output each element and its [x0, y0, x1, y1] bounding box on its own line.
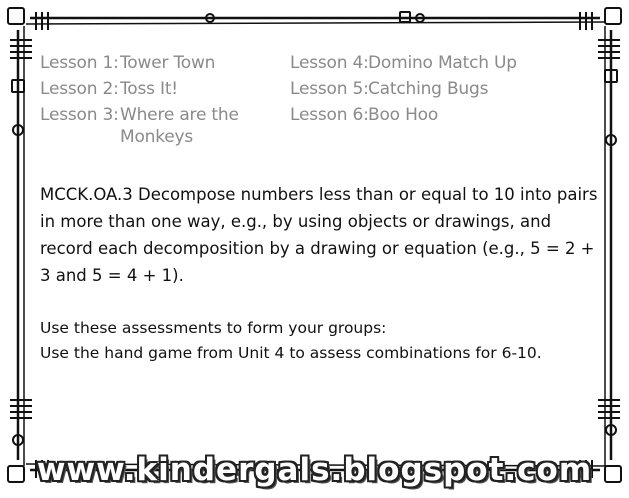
- lesson-3-title: Where are the Monkeys: [120, 105, 239, 147]
- lesson-3: [40, 104, 250, 148]
- lesson-6-number: Lesson 6:: [290, 105, 369, 125]
- standard-description: MCCK.OA.3 Decompose numbers less than or equal to 10 into pairs in more than one way, e.g., by using objects or drawings, and record each decomposition by a drawing or equation (e.g., 5 = 2 + 3 and 5 = 4 + 1).: [40, 185, 598, 285]
- instructions-line-2: Use the hand game from Unit 4 to assess combinations for 6-10.: [40, 344, 542, 362]
- lesson-6: [290, 104, 438, 126]
- instructions-line-1: Use these assessments to form your groups:: [40, 319, 387, 337]
- lesson-2-title: Toss It!: [120, 79, 178, 99]
- lesson-list: [40, 50, 600, 150]
- lesson-2-number: Lesson 2:: [40, 79, 119, 99]
- lesson-2: [40, 78, 178, 100]
- lesson-4-number: Lesson 4:: [290, 53, 369, 73]
- lesson-4: [290, 52, 517, 74]
- instructions: [40, 316, 580, 366]
- lesson-5: [290, 78, 488, 100]
- lesson-6-title: Boo Hoo: [368, 105, 439, 125]
- blog-url-watermark: www.kindergals.blogspot.com: [36, 452, 593, 488]
- lesson-3-number: Lesson 3:: [40, 105, 119, 125]
- lesson-5-title: Catching Bugs: [368, 79, 489, 99]
- lesson-5-number: Lesson 5:: [290, 79, 369, 99]
- lesson-1: [40, 52, 215, 74]
- lesson-1-number: Lesson 1:: [40, 53, 119, 73]
- lesson-4-title: Domino Match Up: [368, 53, 517, 73]
- lesson-1-title: Tower Town: [120, 53, 216, 73]
